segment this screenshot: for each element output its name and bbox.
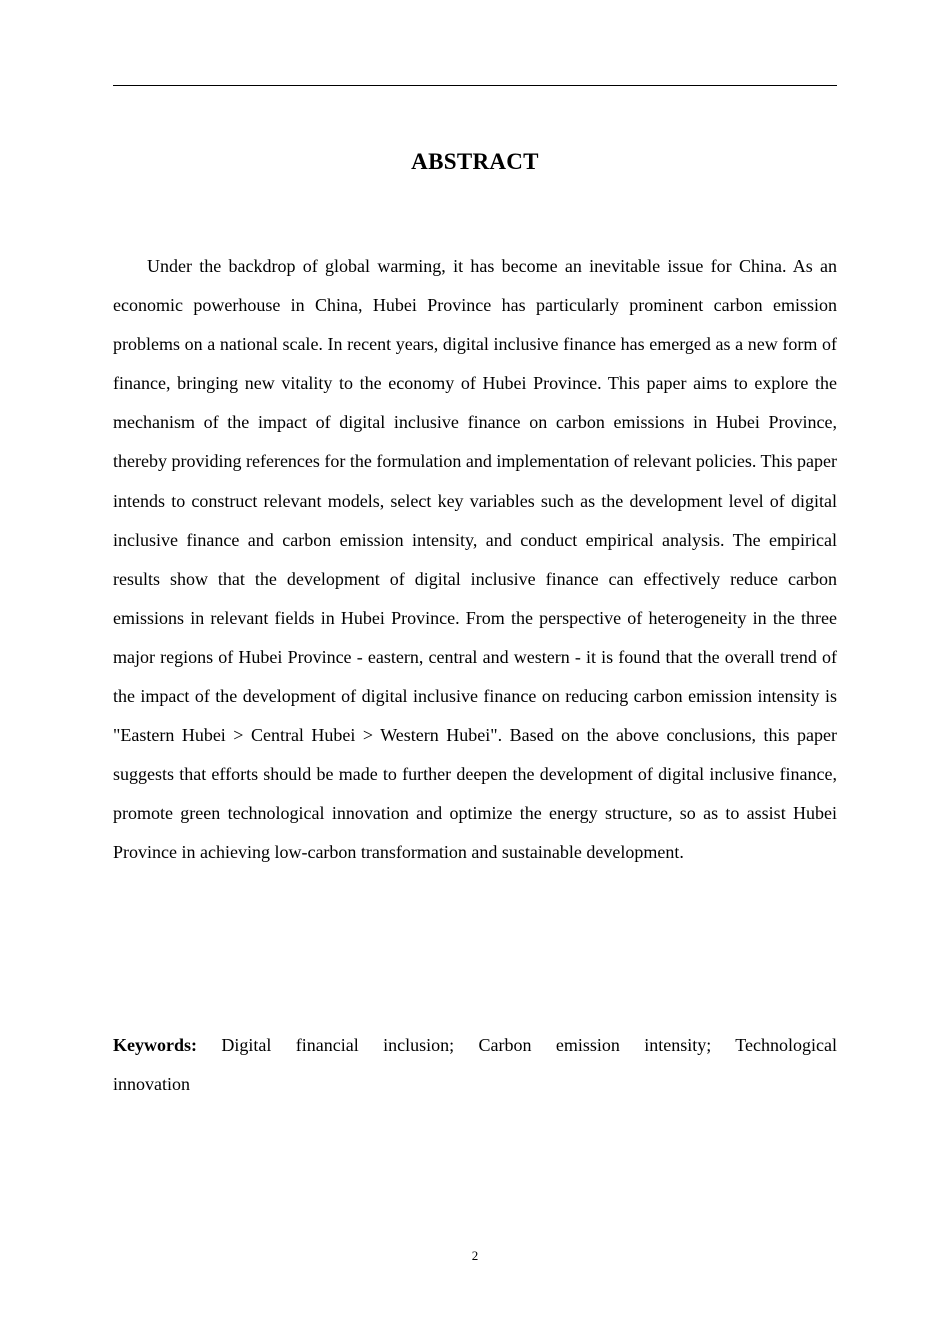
abstract-body: Under the backdrop of global warming, it has become an inevitable issue for China. As an economic powerhouse in China, Hubei Province has particularly prominent carbon emission problems on a national scale. In recent years, digital inclusive finance has emerged as a new form of finance, bringing new vitality to the economy of Hubei Province. This paper aims to explore the mechanism of the impact of digital inclusive finance on carbon emissions in Hubei Province, thereby providing references for the formulation and implementation of relevant policies. This paper intends to construct relevant models, select key variables such as the development level of digital inclusive finance and carbon emission intensity, and conduct empirical analysis. The empirical results show that the development of digital inclusive finance can effectively reduce carbon emissions in relevant fields in Hubei Province. From the perspective of heterogeneity in the three major regions of Hubei Province - eastern, central and western - it is found that the overall trend of the impact of the development of digital inclusive finance on reducing carbon emission intensity is "Eastern Hubei > Central Hubei > Western Hubei". Based on the above conclusions, this paper suggests that efforts should be made to further deepen the development of digital inclusive finance, promote green technological innovation and optimize the energy structure, so as to assist Hubei Province in achieving low-carbon transformation and sustainable development. [113, 256, 837, 863]
keywords-line [113, 1026, 837, 1104]
keywords-text: Digital financial inclusion; Carbon emission intensity; Technological innovation [113, 1035, 837, 1094]
page-number: 2 [471, 1248, 479, 1263]
keywords-label: Keywords: [113, 1035, 197, 1055]
header-rule [113, 85, 837, 86]
abstract-title: ABSTRACT [411, 149, 539, 174]
